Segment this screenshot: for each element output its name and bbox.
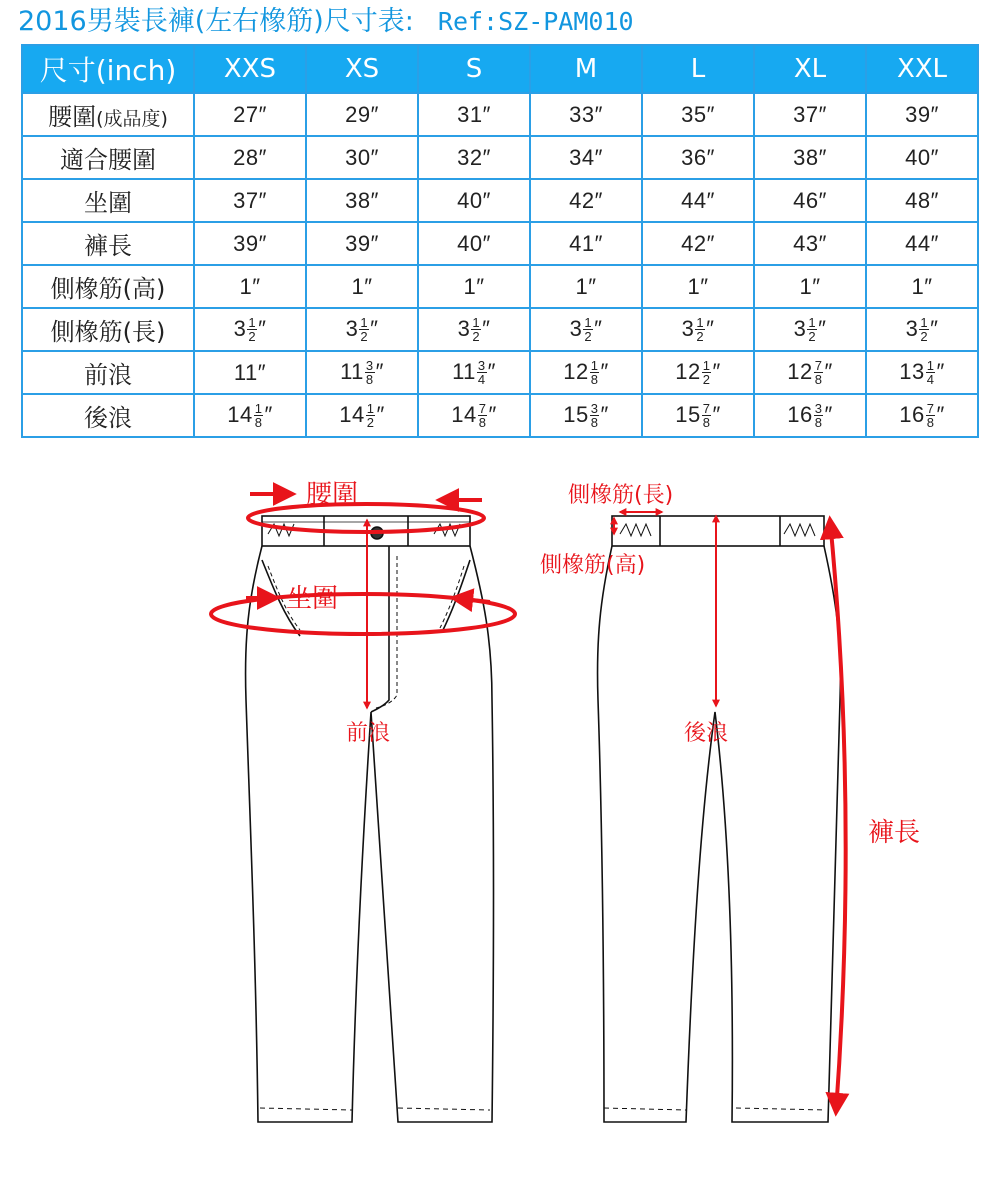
size-value-cell: 15 $\frac{3}{8}$ ″ [530,394,642,437]
size-value-cell: 44″ [642,179,754,222]
size-value-cell: 43″ [754,222,866,265]
size-value-cell: 12 $\frac{7}{8}$ ″ [754,351,866,394]
size-value-cell: 41″ [530,222,642,265]
row-label-text: 坐圍 [84,189,132,217]
size-value-cell: 3 $\frac{1}{2}$ ″ [642,308,754,351]
size-value-cell: 28″ [194,136,306,179]
row-label-text: 適合腰圍 [60,146,156,174]
size-col-header: M [530,45,642,93]
size-value-cell: 12 $\frac{1}{8}$ ″ [530,351,642,394]
size-value-cell: 40″ [418,179,530,222]
size-value-cell: 42″ [642,222,754,265]
size-value-cell: 11 $\frac{3}{8}$ ″ [306,351,418,394]
size-value-cell: 31″ [418,93,530,136]
size-value-cell: 39″ [866,93,978,136]
size-value-cell: 16 $\frac{7}{8}$ ″ [866,394,978,437]
size-value-cell: 3 $\frac{1}{2}$ ″ [194,308,306,351]
size-value-cell: 1″ [530,265,642,308]
table-row [22,93,978,136]
table-row [22,265,978,308]
table-row [22,394,978,437]
size-col-header: XXS [194,45,306,93]
size-value-cell: 16 $\frac{3}{8}$ ″ [754,394,866,437]
row-label [22,222,194,265]
size-value-cell: 3 $\frac{1}{2}$ ″ [530,308,642,351]
size-value-cell: 1″ [418,265,530,308]
label-length: 褲長 [868,818,921,848]
label-front-rise: 前浪 [346,721,391,746]
size-value-cell: 1″ [194,265,306,308]
size-value-cell: 48″ [866,179,978,222]
size-col-header: XS [306,45,418,93]
size-value-cell: 33″ [530,93,642,136]
label-elastic-length: 側橡筋(長) [568,483,674,508]
size-value-cell: 1″ [306,265,418,308]
size-value-cell: 35″ [642,93,754,136]
size-value-cell: 3 $\frac{1}{2}$ ″ [866,308,978,351]
label-back-rise: 後浪 [684,721,729,746]
row-label-text: 側橡筋(高) [50,275,166,303]
size-value-cell: 1″ [642,265,754,308]
size-value-cell: 3 $\frac{1}{2}$ ″ [306,308,418,351]
size-table [21,44,979,438]
title-main: 2016男裝長褲(左右橡筋)尺寸表: [18,6,414,37]
size-value-cell: 36″ [642,136,754,179]
size-value-cell: 12 $\frac{1}{2}$ ″ [642,351,754,394]
row-label [22,179,194,222]
size-value-cell: 37″ [194,179,306,222]
row-label [22,351,194,394]
size-value-cell: 40″ [418,222,530,265]
row-label [22,265,194,308]
label-seat: 坐圍 [286,584,339,614]
header-label: 尺寸(inch) [22,45,194,93]
size-value-cell: 1″ [754,265,866,308]
size-value-cell: 42″ [530,179,642,222]
table-row [22,222,978,265]
size-value-cell: 32″ [418,136,530,179]
size-value-cell: 14 $\frac{1}{8}$ ″ [194,394,306,437]
back-pants-outline [598,516,841,1122]
table-row [22,308,978,351]
size-value-cell: 1″ [866,265,978,308]
label-elastic-height: 側橡筋(高) [540,553,646,578]
row-label [22,308,194,351]
size-value-cell: 44″ [866,222,978,265]
row-label-text: 褲長 [84,232,132,260]
size-header-row [22,45,978,93]
row-label [22,93,194,136]
size-value-cell: 37″ [754,93,866,136]
size-value-cell: 38″ [754,136,866,179]
size-col-header: XL [754,45,866,93]
size-value-cell: 14 $\frac{7}{8}$ ″ [418,394,530,437]
row-label [22,394,194,437]
row-label-text: 前浪 [84,361,132,389]
size-value-cell: 46″ [754,179,866,222]
row-label-note: (成品度) [96,108,168,130]
size-value-cell: 34″ [530,136,642,179]
front-pants-outline [246,516,494,1122]
label-waist: 腰圍 [306,480,359,510]
size-value-cell: 13 $\frac{1}{4}$ ″ [866,351,978,394]
pants-diagram [0,440,1000,1180]
row-label-text: 後浪 [84,404,132,432]
row-label [22,136,194,179]
size-value-cell: 3 $\frac{1}{2}$ ″ [754,308,866,351]
size-value-cell: 39″ [306,222,418,265]
size-value-cell: 40″ [866,136,978,179]
size-col-header: S [418,45,530,93]
table-row [22,136,978,179]
size-value-cell: 27″ [194,93,306,136]
size-value-cell: 38″ [306,179,418,222]
size-value-cell: 39″ [194,222,306,265]
size-value-cell: 29″ [306,93,418,136]
size-col-header: XXL [866,45,978,93]
size-value-cell: 15 $\frac{7}{8}$ ″ [642,394,754,437]
size-value-cell: 11″ [194,351,306,394]
size-value-cell: 11 $\frac{3}{4}$ ″ [418,351,530,394]
row-label-text: 腰圍 [48,103,97,131]
size-value-cell: 3 $\frac{1}{2}$ ″ [418,308,530,351]
size-col-header: L [642,45,754,93]
size-value-cell: 30″ [306,136,418,179]
table-row [22,351,978,394]
title-ref: Ref:SZ-PAM010 [437,7,634,36]
size-value-cell: 14 $\frac{1}{2}$ ″ [306,394,418,437]
chart-title [18,4,634,40]
row-label-text: 側橡筋(長) [50,318,166,346]
table-row [22,179,978,222]
